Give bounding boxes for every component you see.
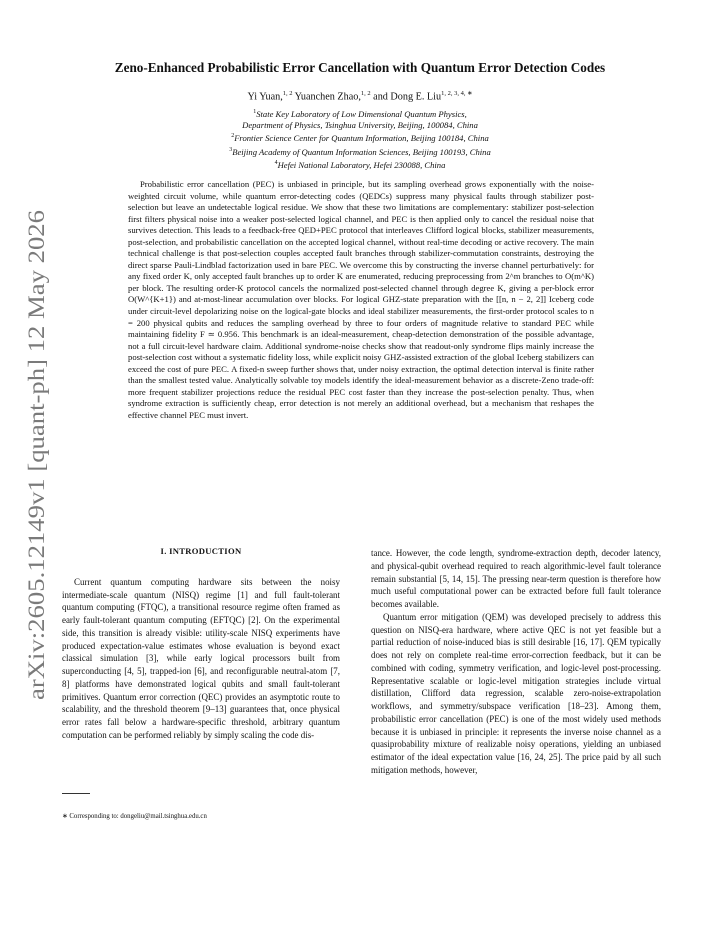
body-paragraph: tance. However, the code length, syndrome-extraction depth, decoder latency, and physical-qubit overhead required to reach algorithmic-level fault tolerance remain substantial [5, 14, 15]. The pressing near-term question is therefore how much useful computational power can be extracted before full fault tolerance becomes available. <box>371 548 661 609</box>
affiliation-line: $^1$State Key Laboratory of Low Dimensional Quantum Physics, <box>253 108 467 119</box>
paper-title: Zeno-Enhanced Probabilistic Error Cancellation with Quantum Error Detection Codes <box>114 60 606 75</box>
affiliation-line: $^4$Hefei National Laboratory, Hefei 230088, China <box>274 159 446 170</box>
author-affiliation-marks: 1, 2 <box>282 90 293 97</box>
author-name: Yuanchen Zhao, <box>294 91 361 103</box>
body-paragraph: Current quantum computing hardware sits between the noisy intermediate-scale quantum (NISQ) regime [1] and full fault-tolerant quantum computing (FTQC), a transitional resource regime often framed as early fault-tolerant quantum computing (EFTQC) [2]. On the experimental side, this transition is already visible: utility-scale NISQ experiments have produced expectation-value estimates whose evaluation is beyond exact classical simulation [3], while early logical processors built from superconducting [4, 5], trapped-ion [6], and reconfigurable neutral-atom [7, 8] platforms have demonstrated logical qubits and small fault-tolerant primitives. Quantum error correction (QEC) provides an asymptotic route to scalability, and the threshold theorem [9–13] guarantees that, once physical error rates fall below a hardware-specific threshold, arbitrary quantum computation can be performed reliably by simply scaling the code dis- <box>62 576 340 740</box>
author-affiliation-marks: 1, 2, 3, 4, ∗ <box>441 90 473 97</box>
arxiv-identifier-text: arXiv:2605.12149v1 [quant-ph] 12 May 2026 <box>24 277 49 700</box>
author-name: Yi Yuan, <box>247 91 283 103</box>
author-affiliation-marks: 1, 2 <box>360 90 371 97</box>
affiliation-line: Department of Physics, Tsinghua University, Beijing, 100084, China <box>242 120 478 131</box>
body-paragraph: Quantum error mitigation (QEM) was developed precisely to address this question on NISQ-era hardware, where active QEC is not yet feasible but a partial reduction of noise-induced bias is still desirable [16, 17]. QEM typically does not rely on complete real-time error-correction feedback, but it can be combined with coding, symmetry verification, and logic-level post-processing. Representative scalable or logic-level mitigation strategies include virtual distillation, Clifford data regression, scalable zero-noise-extrapolation workflows, and symmetry/subspace verification [18–23]. Among them, probabilistic error cancellation (PEC) is one of the most widely used methods because it is unbiased in principle: it represents the inverse noise channel as a quasiprobability mixture of realizable noisy operations, yielding an unbiased estimator of the ideal expectation value [16, 24, 25]. The price paid by all such mitigation methods, however, <box>371 611 661 775</box>
affiliation-list <box>40 107 680 171</box>
author-name: and Dong E. Liu <box>373 91 442 103</box>
affiliation-line: $^2$Frontier Science Center for Quantum Information, Beijing 100184, China <box>231 133 489 144</box>
corresponding-author-footnote: ∗ Corresponding to: dongeliu@mail.tsinghua.edu.cn <box>62 813 207 820</box>
right-column <box>371 547 661 777</box>
left-column <box>62 545 340 742</box>
section-heading-introduction: I. INTRODUCTION <box>160 546 242 556</box>
affiliation-line: $^3$Beijing Academy of Quantum Information Sciences, Beijing 100193, China <box>229 146 491 157</box>
abstract: Probabilistic error cancellation (PEC) is unbiased in principle, but its sampling overhead grows exponentially with the noise-weighted circuit volume, while quantum error-detecting codes (QEDCs) suppress many physical faults through stabilizer post-selection but leave an undetectable logical residue. We show that these two limitations are complementary: stabilizer post-selection first filters physical noise into a weaker post-selected logical channel, and PEC is then applied only to cancel the residual noise that survives detection. This leads to a feedback-free QED+PEC protocol that interleaves Clifford logical blocks, stabilizer measurements, post-selection, and probabilistic cancellation on the accepted logical channel, without real-time decoding or active recovery. The main technical challenge is that post-selection couples accepted fault branches through stabilizer-commutation constraints, destroying the direct sparse Pauli-Lindblad factorization used in bare PEC. We overcome this by constructing the inverse channel perturbatively: for any fixed order K, only accepted fault branches up to order K are enumerated, reducing preprocessing from 2^m branches to O(m^K) per block. The resulting order-K protocol cancels the normalized post-selected channel through degree K, giving a per-block error O(W^{K+1}) and at-most-linear accumulation over blocks. For logical GHZ-state preparation with the [[n, n − 2, 2]] Iceberg code under circuit-level depolarizing noise on the logical-gate blocks and ideal stabilizer measurements, the first-order protocol scales to n = 200 physical qubits and reduces the sampling overhead by three to four orders of magnitude relative to standard PEC while maintaining fidelity F ≃ 0.956. This benchmark is an ideal-measurement, cheap-detection demonstration of the possible advantage, not a full circuit-level hardware claim. Additional syndrome-noise checks show that readout-only syndrome flips mainly increase the post-selection cost without a systematic fidelity loss, while explicit noisy GHZ-assisted extraction of the global Iceberg stabilizers can exceed the cost of pure PEC. A fixed-n sweep further shows that, under noisy extraction, the optimal detection interval is finite rather than the smallest tested value. Analytically solvable toy models identify the ideal-measurement behavior as a discrete-Zeno trade-off: more frequent stabilizer projections reduce the residual PEC cost faster than they increase the post-selection penalty. Thus, when syndrome extraction is sufficiently cheap, error detection is not merely an additional overhead, but a mechanism that reshapes the effective channel PEC must invert. <box>128 179 594 420</box>
footnote-divider <box>62 793 90 794</box>
author-list <box>40 89 680 102</box>
arxiv-identifier-stamp <box>6 205 66 705</box>
